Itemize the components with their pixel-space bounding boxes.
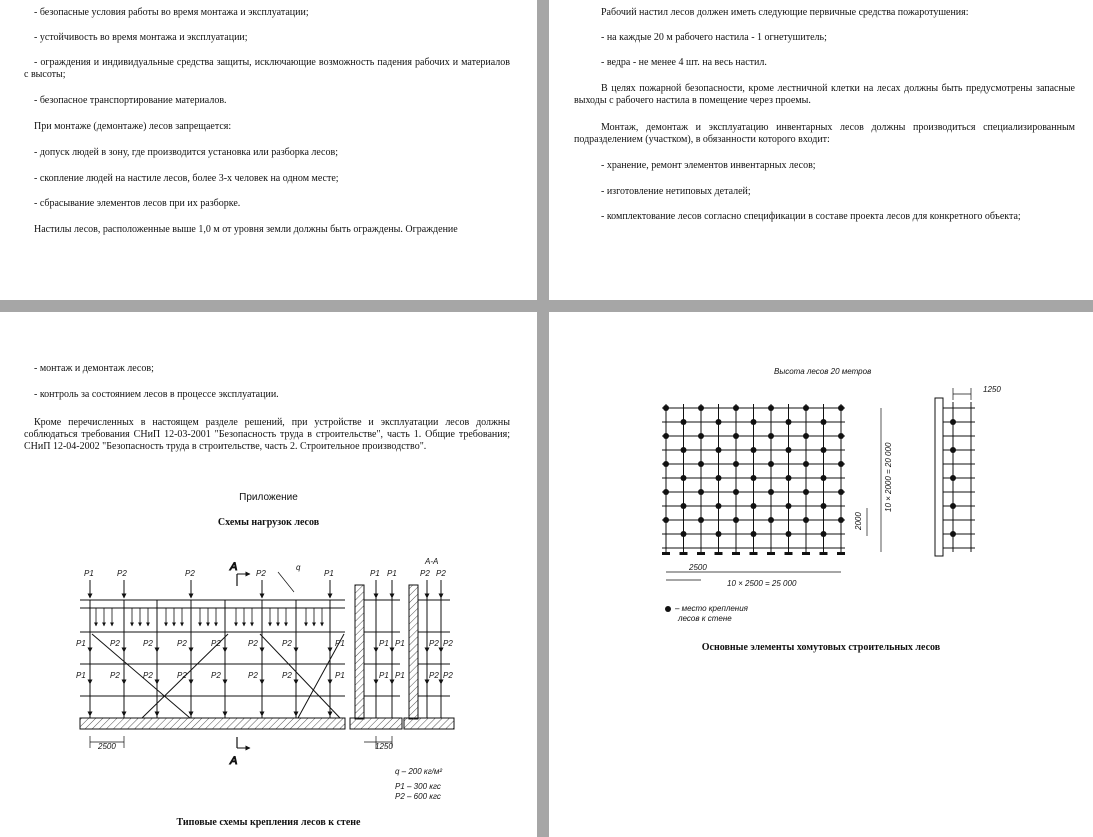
tie-point — [838, 517, 844, 523]
tie-point — [768, 405, 774, 411]
svg-text:P1: P1 — [379, 639, 389, 648]
label-p1: P1 — [84, 569, 94, 578]
base-plate — [732, 552, 740, 555]
tie-point — [751, 531, 757, 537]
section-label-a: A — [230, 755, 238, 767]
section-title: Схемы нагрузок лесов — [217, 517, 320, 528]
tie-point — [838, 461, 844, 467]
base-plate — [697, 552, 705, 555]
side-view-1 — [350, 580, 402, 729]
legend-line-1: – место крепления — [675, 604, 748, 613]
page-2 — [549, 0, 1093, 300]
tie-point — [751, 503, 757, 509]
label-q: q — [296, 563, 301, 572]
tie-point — [786, 419, 792, 425]
tie-point — [768, 433, 774, 439]
tie-point — [681, 475, 687, 481]
tie-point — [786, 447, 792, 453]
text-paragraph: Монтаж, демонтаж и эксплуатацию инвентарных лесов должны производиться специализированным подразделением (участком), в обязанности которого входит: — [574, 122, 1075, 145]
section-mark-top — [229, 561, 250, 586]
label-p2: P2 — [248, 671, 258, 680]
text-line: При монтаже (демонтаже) лесов запрещается: — [34, 121, 232, 132]
label-p2: P2 — [256, 569, 266, 578]
label-p2: P2 — [282, 671, 292, 680]
tie-point — [838, 405, 844, 411]
label-p2: P2 — [143, 671, 153, 680]
svg-text:P2: P2 — [443, 671, 453, 680]
tie-point — [821, 419, 827, 425]
tie-point — [698, 489, 704, 495]
label-p2: P2 — [211, 671, 221, 680]
label-p1: P1 — [76, 671, 86, 680]
side-elevation — [935, 385, 1001, 556]
tie-point — [786, 531, 792, 537]
svg-text:P2: P2 — [429, 639, 439, 648]
svg-text:P1: P1 — [395, 639, 405, 648]
text-line: - изготовление нетиповых деталей; — [601, 186, 751, 197]
label-p2: P2 — [117, 569, 127, 578]
dimension-1250 — [364, 736, 393, 751]
tie-point — [663, 461, 669, 467]
svg-text:1250: 1250 — [983, 385, 1001, 394]
page-4 — [549, 312, 1093, 837]
load-scheme-drawing — [0, 552, 537, 782]
dimension-2500 — [90, 736, 124, 751]
label-p2: P2 — [177, 639, 187, 648]
load-labels — [76, 563, 345, 680]
label-p2: P2 — [248, 639, 258, 648]
tie-point — [663, 517, 669, 523]
text-line: - безопасное транспортирование материалов. — [34, 95, 227, 106]
legend-line-2: лесов к стене — [678, 614, 732, 623]
label-p2: P2 — [211, 639, 221, 648]
tie-point — [821, 475, 827, 481]
svg-text:10 × 2500 = 25 000: 10 × 2500 = 25 000 — [727, 579, 797, 588]
tie-point — [803, 461, 809, 467]
base-plate — [820, 552, 828, 555]
figure-caption: Типовые схемы крепления лесов к стене — [176, 817, 361, 828]
dim-span-label: 2500 — [98, 742, 116, 751]
tie-point — [786, 475, 792, 481]
text-line: - ведра - не менее 4 шт. на весь настил. — [601, 57, 767, 68]
text-paragraph: Кроме перечисленных в настоящем разделе решений, при устройстве и эксплуатации лесов должны соблюдаться требования СНиП 12-03-2001 "Безопасность труда в строительстве", часть 1. Общие требования; СНиП 12-04-2002 "Безопасность труда в строительстве, часть 2. Строительное производство". — [24, 417, 510, 452]
tie-point — [681, 531, 687, 537]
tie-point — [698, 433, 704, 439]
svg-text:P2: P2 — [443, 639, 453, 648]
tie-point — [803, 405, 809, 411]
tie-point — [716, 503, 722, 509]
tie-point-icon — [665, 606, 671, 612]
tie-point — [698, 461, 704, 467]
dimension-height — [854, 408, 893, 552]
text-line: - комплектование лесов согласно спецификации в составе проекта лесов для конкретного объекта; — [601, 211, 1021, 222]
base-plate — [785, 552, 793, 555]
height-title: Высота лесов 20 метров — [774, 367, 872, 376]
base-plate — [767, 552, 775, 555]
side-view-1-labels — [370, 569, 405, 680]
dimension-length — [666, 563, 841, 588]
svg-text:P1: P1 — [395, 671, 405, 680]
tie-point — [716, 531, 722, 537]
tie-point — [821, 447, 827, 453]
label-p1: P1 — [324, 569, 334, 578]
label-p1: P1 — [335, 671, 345, 680]
text-line: - монтаж и демонтаж лесов; — [34, 363, 154, 374]
tie-point — [663, 489, 669, 495]
tie-point — [768, 461, 774, 467]
section-label-a: A — [230, 561, 238, 573]
tie-point — [663, 433, 669, 439]
svg-text:P2: P2 — [420, 569, 430, 578]
base-plate — [662, 552, 670, 555]
text-paragraph: В целях пожарной безопасности, кроме лестничной клетки на лесах должны быть предусмотрены запасные выходы с рабочего настила в помещение через проемы. — [574, 83, 1075, 106]
base-plate — [750, 552, 758, 555]
base-plate — [715, 552, 723, 555]
label-p2: P2 — [282, 639, 292, 648]
foundation-slab — [80, 718, 345, 729]
svg-text:А-А: А-А — [425, 557, 439, 566]
tie-point — [803, 517, 809, 523]
tie-point — [733, 405, 739, 411]
text-line: - скопление людей на настиле лесов, более 3-х человек на одном месте; — [34, 173, 339, 184]
base-plate — [837, 552, 845, 555]
tie-point — [733, 489, 739, 495]
tie-point — [716, 475, 722, 481]
tie-point — [698, 517, 704, 523]
main-frame — [80, 600, 345, 718]
label-p1: P1 — [335, 639, 345, 648]
svg-text:P1: P1 — [370, 569, 380, 578]
text-line: - хранение, ремонт элементов инвентарных лесов; — [601, 160, 816, 171]
tie-point — [821, 503, 827, 509]
text-line: - безопасные условия работы во время монтажа и эксплуатации; — [34, 7, 309, 18]
page-3 — [0, 312, 537, 837]
label-p2: P2 — [143, 639, 153, 648]
appendix-label: Приложение — [239, 492, 298, 503]
svg-text:2000: 2000 — [854, 512, 863, 530]
tie-point — [663, 405, 669, 411]
tie-point — [698, 405, 704, 411]
tie-point — [733, 461, 739, 467]
text-line: - контроль за состоянием лесов в процессе эксплуатации. — [34, 389, 279, 400]
scaffold-elevation-drawing — [549, 312, 1093, 632]
svg-text:2500: 2500 — [689, 563, 707, 572]
svg-text:P2: P2 — [436, 569, 446, 578]
tie-point — [733, 517, 739, 523]
legend-p1: P1 – 300 кгс — [395, 782, 441, 791]
text-line: Настилы лесов, расположенные выше 1,0 м от уровня земли должны быть ограждены. Ограждение — [34, 224, 458, 235]
tie-point — [838, 433, 844, 439]
text-line: Рабочий настил лесов должен иметь следующие первичные средства пожаротушения: — [601, 7, 969, 18]
label-p1: P1 — [76, 639, 86, 648]
tie-point — [716, 419, 722, 425]
tie-point — [751, 475, 757, 481]
base-plate — [680, 552, 688, 555]
label-p2: P2 — [185, 569, 195, 578]
svg-text:q – 200 кг/м²: q – 200 кг/м² — [395, 767, 443, 776]
tie-point — [803, 489, 809, 495]
text-line: - на каждые 20 м рабочего настила - 1 огнетушитель; — [601, 32, 827, 43]
page-1 — [0, 0, 537, 300]
section-mark-bottom — [229, 737, 250, 767]
load-legend — [395, 767, 442, 776]
tie-point — [768, 489, 774, 495]
label-p2: P2 — [110, 671, 120, 680]
label-p2: P2 — [110, 639, 120, 648]
tie-point — [803, 433, 809, 439]
legend-p2: P2 – 600 кгс — [395, 792, 441, 801]
text-line: - устойчивость во время монтажа и эксплуатации; — [34, 32, 248, 43]
tie-point — [681, 447, 687, 453]
tie-point — [681, 419, 687, 425]
label-p2: P2 — [177, 671, 187, 680]
tie-point — [751, 447, 757, 453]
distributed-load — [96, 608, 322, 626]
figure-caption: Основные элементы хомутовых строительных лесов — [701, 642, 941, 653]
tie-point — [821, 531, 827, 537]
base-plate — [802, 552, 810, 555]
text-line: - допуск людей в зону, где производится установка или разборка лесов; — [34, 147, 338, 158]
tie-point — [751, 419, 757, 425]
side-view-2-labels — [420, 569, 453, 680]
text-paragraph: - ограждения и индивидуальные средства защиты, исключающие возможность падения рабочих и материалов с высоты; — [24, 57, 510, 80]
svg-text:P1: P1 — [387, 569, 397, 578]
tie-point — [681, 503, 687, 509]
svg-text:P2: P2 — [429, 671, 439, 680]
tie-point — [716, 447, 722, 453]
tie-point — [786, 503, 792, 509]
svg-text:10 × 2000 = 20 000: 10 × 2000 = 20 000 — [884, 442, 893, 512]
svg-text:P1: P1 — [379, 671, 389, 680]
svg-text:1250: 1250 — [375, 742, 393, 751]
text-line: - сбрасывание элементов лесов при их разборке. — [34, 198, 241, 209]
tie-point — [733, 433, 739, 439]
tie-point — [768, 517, 774, 523]
tie-point — [838, 489, 844, 495]
